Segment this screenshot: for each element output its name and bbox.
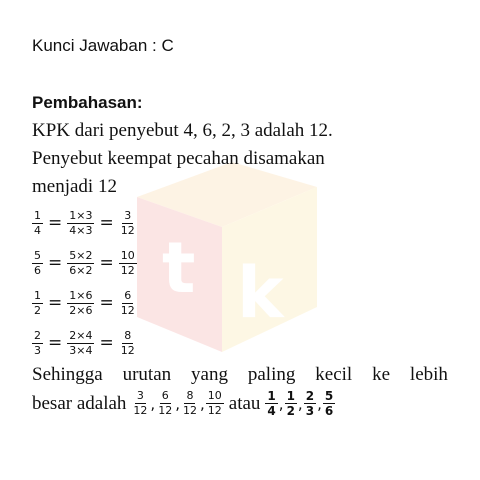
numerator: 1 (286, 389, 295, 403)
numerator: 5 (324, 389, 334, 403)
discussion-heading: Pembahasan: (32, 93, 143, 112)
fraction-original (32, 250, 43, 277)
numerator: 6 (124, 288, 132, 302)
numerator: 5×2 (69, 248, 93, 262)
numerator: 2 (305, 389, 315, 403)
ordered-fraction-simplified (265, 390, 277, 417)
fraction-multiplied (67, 250, 94, 277)
ordered-fraction-simplified (304, 390, 316, 417)
denominator: 2 (286, 404, 295, 418)
denominator: 6 (324, 404, 334, 418)
comma-separator: , (150, 395, 156, 413)
denominator: 2 (34, 303, 41, 317)
svg-text:t: t (162, 227, 196, 309)
ordered-fraction-simplified (323, 390, 335, 417)
comma-separator: , (175, 395, 180, 413)
numerator: 1×3 (69, 208, 93, 222)
numerator: 1 (34, 288, 41, 302)
denominator: 4×3 (69, 223, 93, 237)
denominator: 12 (158, 404, 173, 417)
equals-sign: = (48, 213, 63, 233)
numerator: 8 (186, 389, 194, 402)
fraction-multiplied (67, 330, 94, 357)
comma-separator: , (317, 395, 322, 413)
denominator: 2×6 (69, 303, 93, 317)
ordered-fraction-twelfths (156, 390, 174, 417)
equals-sign: = (99, 213, 114, 233)
numerator: 5 (34, 248, 41, 262)
denominator: 12 (207, 404, 222, 417)
equation-row (32, 283, 137, 323)
fraction-multiplied (67, 210, 94, 237)
equals-sign: = (48, 333, 63, 353)
equalize-line-2: menjadi 12 (32, 176, 117, 197)
fraction-result (119, 290, 137, 317)
fraction-original (32, 210, 43, 237)
conclusion-word: ke (372, 364, 391, 385)
numerator: 6 (161, 389, 169, 402)
comma-separator: , (199, 395, 205, 413)
denominator: 4 (267, 404, 276, 418)
comma-separator: , (297, 395, 303, 413)
lcm-statement: KPK dari penyebut 4, 6, 2, 3 adalah 12. (32, 120, 333, 141)
equation-row (32, 243, 137, 283)
denominator: 6×2 (69, 263, 93, 277)
conclusion-word: urutan (122, 364, 172, 385)
fraction-original (32, 330, 43, 357)
ordered-fraction-twelfths (181, 390, 199, 417)
denominator: 12 (120, 343, 135, 357)
fraction-result (119, 250, 137, 277)
denominator: 12 (120, 303, 135, 317)
conclusion-word: Sehingga (32, 364, 103, 385)
equals-sign: = (48, 293, 63, 313)
ordered-fraction-twelfths (206, 390, 224, 417)
numerator: 1 (267, 389, 276, 403)
conclusion-word: kecil (315, 364, 353, 385)
numerator: 3 (136, 389, 144, 402)
numerator: 2×4 (69, 328, 93, 342)
svg-text:k: k (237, 252, 284, 334)
equalize-line-1: Penyebut keempat pecahan disamakan (32, 148, 325, 169)
equals-sign: = (99, 293, 114, 313)
denominator: 3×4 (69, 343, 93, 357)
denominator: 12 (120, 223, 135, 237)
watermark-logo (122, 142, 322, 357)
fraction-multiplied (67, 290, 94, 317)
denominator: 3 (34, 343, 41, 357)
numerator: 8 (124, 328, 132, 342)
conclusion-word: lebih (409, 364, 448, 385)
numerator: 10 (207, 389, 222, 402)
ordered-fraction-simplified (285, 390, 297, 417)
numerator: 1 (34, 208, 41, 222)
fraction-result (119, 210, 137, 237)
numerator: 1×6 (69, 288, 93, 302)
denominator: 12 (133, 404, 148, 417)
connector-text: atau (228, 392, 261, 414)
ordered-fraction-twelfths (131, 390, 149, 417)
denominator: 4 (34, 223, 41, 237)
conclusion-prefix: besar adalah (32, 392, 127, 414)
conclusion-line (32, 364, 448, 386)
conclusion-word: paling (247, 364, 296, 385)
answer-key: Kunci Jawaban : C (32, 36, 174, 55)
conclusion-word: yang (191, 364, 228, 385)
denominator: 3 (305, 404, 315, 418)
denominator: 12 (182, 404, 197, 417)
conclusion-ordering (32, 390, 335, 417)
comma-separator: , (278, 395, 284, 413)
numerator: 3 (124, 208, 132, 222)
equals-sign: = (99, 333, 114, 353)
equation-row (32, 203, 137, 243)
numerator: 2 (34, 328, 41, 342)
denominator: 12 (120, 263, 135, 277)
fraction-result (119, 330, 137, 357)
fraction-original (32, 290, 43, 317)
equals-sign: = (48, 253, 63, 273)
equals-sign: = (99, 253, 114, 273)
equation-row (32, 323, 137, 363)
denominator: 6 (34, 263, 41, 277)
numerator: 10 (120, 248, 135, 262)
